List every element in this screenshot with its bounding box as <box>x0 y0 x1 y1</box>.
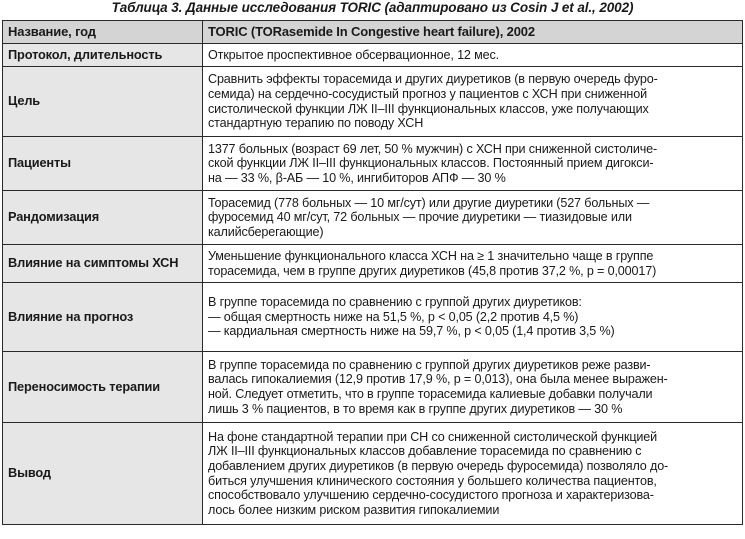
row-label: Рандомизация <box>3 191 203 245</box>
row-value <box>203 137 743 191</box>
text-line: Торасемид (778 больных — 10 мг/сут) или другие диуретики (527 больных — <box>208 195 650 210</box>
text-line: систолической функции ЛЖ II–III функциональных классов, уже получающих <box>208 101 649 116</box>
text-line: В группе торасемида по сравнению с группой других диуретиков реже разви- <box>208 357 651 372</box>
text-line: Сравнить эффекты торасемида и других диуретиков (в первую очередь фуро- <box>208 72 658 87</box>
table-row-symptoms <box>3 245 743 283</box>
table-caption: Таблица 3. Данные исследования TORIC (адаптировано из Cosin J et al., 2002) <box>111 0 634 15</box>
text-line: лишь 3 % пациентов, в то время как в группе других диуретиков — 30 % <box>208 401 623 416</box>
table-header-row <box>3 21 743 44</box>
text-line: на — 33 %, β-АБ — 10 %, ингибиторов АПФ — 30 % <box>208 170 506 185</box>
text-line: Открытое проспективное обсервационное, 12 мес. <box>208 47 499 62</box>
row-label: Цель <box>3 67 203 137</box>
row-value <box>203 352 743 423</box>
text-line: В группе торасемида по сравнению с группой других диуретиков: <box>208 295 582 310</box>
row-value <box>203 67 743 137</box>
text-line: — общая смертность ниже на 51,5 %, p < 0,05 (2,2 против 4,5 %) <box>208 309 579 324</box>
table-row-prognosis <box>3 283 743 352</box>
text-line: способствовало улучшению сердечно-сосудистого прогноза и характеризова- <box>208 488 654 503</box>
text-line: валась гипокалиемия (12,9 против 17,9 %, p = 0,013), она была менее выражен- <box>208 372 668 387</box>
study-table <box>2 20 743 525</box>
text-line: На фоне стандартной терапии при СН со сниженной систолической функцией <box>208 429 658 444</box>
header-value-cell: TORIC (TORasemide In Congestive heart failure), 2002 <box>203 21 743 44</box>
row-label: Влияние на прогноз <box>3 283 203 352</box>
table-row-protocol <box>3 44 743 67</box>
text-line: Уменьшение функционального класса ХСН на ≥ 1 значительно чаще в группе <box>208 248 654 263</box>
row-label: Влияние на симптомы ХСН <box>3 245 203 283</box>
text-line: ЛЖ II–III функциональных классов добавление торасемида по сравнению с <box>208 444 642 459</box>
row-label: Вывод <box>3 423 203 525</box>
text-line: семида) на сердечно-сосудистый прогноз у пациентов с ХСН при сниженной <box>208 86 647 101</box>
text-line: биться улучшения клинического состояния у большего количества пациентов, <box>208 473 657 488</box>
text-line: ной. Следует отметить, что в группе торасемида калиевые добавки получали <box>208 387 653 401</box>
row-value <box>203 245 743 283</box>
table-row-tolerability <box>3 352 743 423</box>
row-value <box>203 44 743 67</box>
table-row-randomization <box>3 191 743 245</box>
text-line: торасемида, чем в группе других диуретиков (45,8 против 37,2 %, p = 0,00017) <box>208 263 657 278</box>
text-line: фуросемид 40 мг/сут, 72 больных — прочие диуретики — тиазидовые или <box>208 210 632 225</box>
row-value <box>203 423 743 525</box>
table-row-goal <box>3 67 743 137</box>
text-line: — кардиальная смертность ниже на 59,7 %, p < 0,05 (1,4 против 3,5 %) <box>208 324 615 339</box>
text-line: 1377 больных (возраст 69 лет, 50 % мужчин) с ХСН при сниженной систоличе- <box>208 141 658 156</box>
text-line: стандартную терапию по поводу ХСН <box>208 116 424 131</box>
row-value <box>203 191 743 245</box>
table-row-conclusion <box>3 423 743 525</box>
text-line: добавлением других диуретиков (в первую очередь фуросемида) позволяло до- <box>208 458 669 473</box>
text-line: лось более низким риском развития гипокалиемии <box>208 502 500 517</box>
text-line: ской функции ЛЖ II–III функциональных классов. Постоянный прием дигокси- <box>208 156 654 171</box>
text-line: калийсберегающие) <box>208 224 324 239</box>
row-value <box>203 283 743 352</box>
row-label: Пациенты <box>3 137 203 191</box>
header-label-cell: Название, год <box>3 21 203 44</box>
table-row-patients <box>3 137 743 191</box>
row-label: Переносимость терапии <box>3 352 203 423</box>
row-label: Протокол, длительность <box>3 44 203 67</box>
